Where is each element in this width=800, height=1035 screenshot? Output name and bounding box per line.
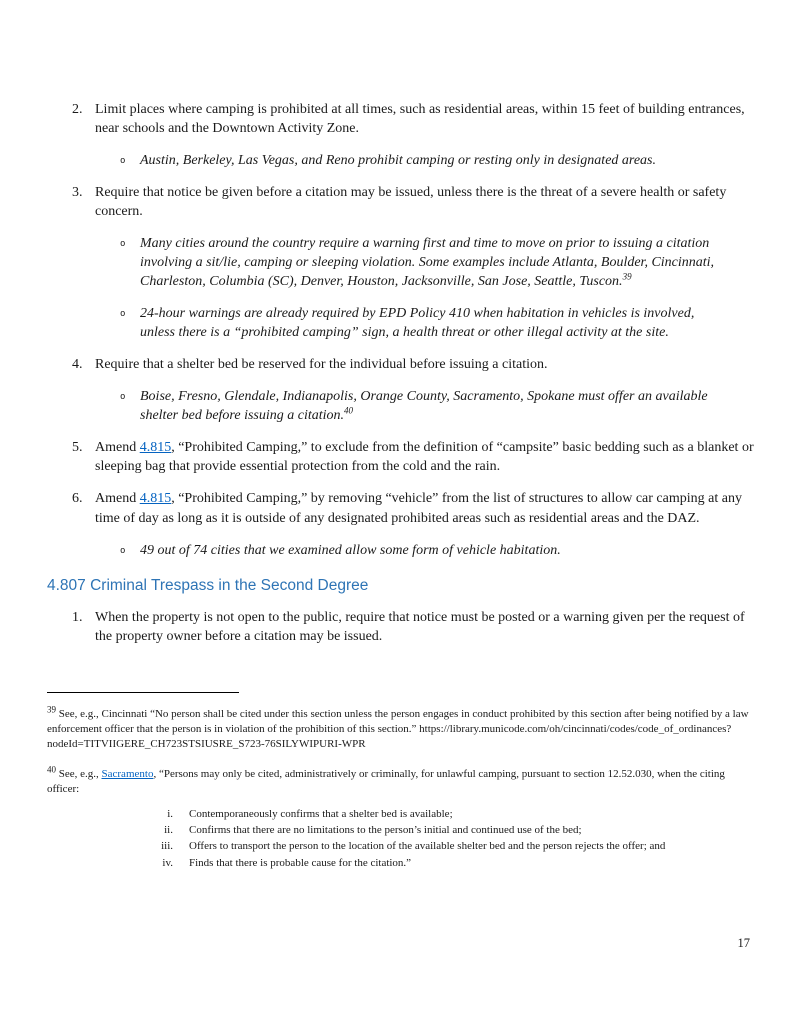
circle-bullet-icon: o <box>120 239 126 250</box>
footnote-sub-item <box>147 839 755 854</box>
list-item <box>72 100 755 170</box>
sub-bullet-text-span: Many cities around the country require a warning first and time to move on prior to issuing a citation involving a sit/lie, camping or sleeping violation. Some examples include Atlanta, Boulder, Cincinnati, Charleston, Columbia (SC), Denver, Houston, Jacksonville, San Jose, Seattle, Tuscon. <box>140 236 715 290</box>
roman-item-text: Finds that there is probable cause for the citation.” <box>189 856 412 869</box>
list-item <box>72 438 755 476</box>
sub-bullet-text: 49 out of 74 cities that we examined allow some form of vehicle habitation. <box>140 542 561 558</box>
footnote-ref-40: 40 <box>344 405 354 416</box>
sub-bullet-text-span: Boise, Fresno, Glendale, Indianapolis, Orange County, Sacramento, Spokane must offer an available shelter bed before issuing a citation. <box>140 389 708 424</box>
list-item-text: Limit places where camping is prohibited at all times, such as residential areas, within 15 feet of building entrances, near schools and the Downtown Activity Zone. <box>95 102 745 137</box>
link-4815[interactable]: 4.815 <box>139 491 172 507</box>
footnote-separator <box>47 692 239 693</box>
list-item-text: When the property is not open to the public, require that notice must be posted or a warning given per the request of the property owner before a citation may be issued. <box>95 609 745 644</box>
sub-bullet <box>115 387 755 425</box>
footnote-40 <box>47 764 755 871</box>
roman-number: ii. <box>164 823 173 836</box>
section-heading: 4.807 Criminal Trespass in the Second Degree <box>47 576 369 594</box>
circle-bullet-icon: o <box>120 156 126 167</box>
list-item-text-span: Amend <box>95 491 140 507</box>
list-item-text <box>95 438 755 476</box>
roman-number: i. <box>167 807 173 820</box>
footnote-text: , “Persons may only be cited, administratively or criminally, for unlawful camping, pursuant to section 12.52.030, when the citing officer: <box>47 767 725 796</box>
list-number: 4. <box>72 357 83 373</box>
list-number: 5. <box>72 440 83 456</box>
list-number: 2. <box>72 102 83 117</box>
footnote-39 <box>47 703 755 753</box>
roman-number: iv. <box>162 856 173 869</box>
sub-bullet-text: 24-hour warnings are already required by EPD Policy 410 when habitation in vehicles is involved, unless there is a “prohibited camping” sign, a health threat or other illegal activity at the site. <box>140 306 695 341</box>
footnote-ref-39: 39 <box>622 271 632 282</box>
list-item <box>72 183 755 342</box>
link-4815[interactable]: 4.815 <box>139 440 172 456</box>
circle-bullet-icon: o <box>120 309 126 320</box>
circle-bullet-icon: o <box>120 545 126 556</box>
footnote-number: 39 <box>47 703 56 714</box>
list-item-text: Require that a shelter bed be reserved for the individual before issuing a citation. <box>95 357 548 373</box>
list-item <box>72 489 755 559</box>
sub-bullet <box>115 304 755 342</box>
footnote-sub-item <box>147 807 755 822</box>
footnote-sub-item <box>147 823 755 838</box>
list-number: 1. <box>72 609 83 625</box>
list-number: 6. <box>72 491 83 507</box>
footnote-text: See, e.g., Cincinnati “No person shall be cited under this section unless the person engages in conduct prohibited by this section after being notified by a law enforcement officer that the person is in violation of the prohibition of this section.” https://library.municode.com/oh/cincinnati/codes/code_of_ordinances?nodeId=TITVIIGERE_CH723STSIUSRE_S723-76SILYWIPURI-WPR <box>47 707 749 751</box>
list-item-text-span: Amend <box>95 440 140 456</box>
list-item <box>72 608 755 646</box>
circle-bullet-icon: o <box>120 392 126 403</box>
footnote-sub-list <box>47 807 755 872</box>
list-item-text: Require that notice be given before a citation may be issued, unless there is the threat of a severe health or safety concern. <box>95 185 727 220</box>
roman-item-text: Confirms that there are no limitations to the person’s initial and continued use of the bed; <box>189 823 582 836</box>
sub-bullet <box>115 541 755 560</box>
footnote-area <box>47 692 755 872</box>
list-item <box>72 355 755 425</box>
sub-bullet <box>115 234 755 291</box>
footnote-number: 40 <box>47 764 56 775</box>
roman-item-text: Offers to transport the person to the location of the available shelter bed and the person rejects the offer; and <box>189 840 666 853</box>
roman-item-text: Contemporaneously confirms that a shelter bed is available; <box>189 807 453 820</box>
sub-bullet-text <box>140 387 720 425</box>
footnote-text: See, e.g., <box>56 767 102 780</box>
list-number: 3. <box>72 185 83 201</box>
roman-number: iii. <box>161 840 173 853</box>
list-item-text <box>95 489 755 527</box>
list-item-text-span: , “Prohibited Camping,” by removing “vehicle” from the list of structures to allow car camping at any time of day as long as it is outside of any designated prohibited areas such as residential areas and the DAZ. <box>95 491 742 526</box>
sub-bullet-text: Austin, Berkeley, Las Vegas, and Reno prohibit camping or resting only in designated areas. <box>140 153 656 169</box>
footnote-sub-item <box>147 856 755 871</box>
sub-bullet <box>115 151 755 170</box>
link-sacramento[interactable]: Sacramento <box>101 767 154 780</box>
page-number: 17 <box>737 936 750 950</box>
list-item-text-span: , “Prohibited Camping,” to exclude from the definition of “campsite” basic bedding such as a blanket or sleeping bag that provide essential protection from the cold and the rain. <box>95 440 754 475</box>
sub-bullet-text <box>140 234 720 291</box>
